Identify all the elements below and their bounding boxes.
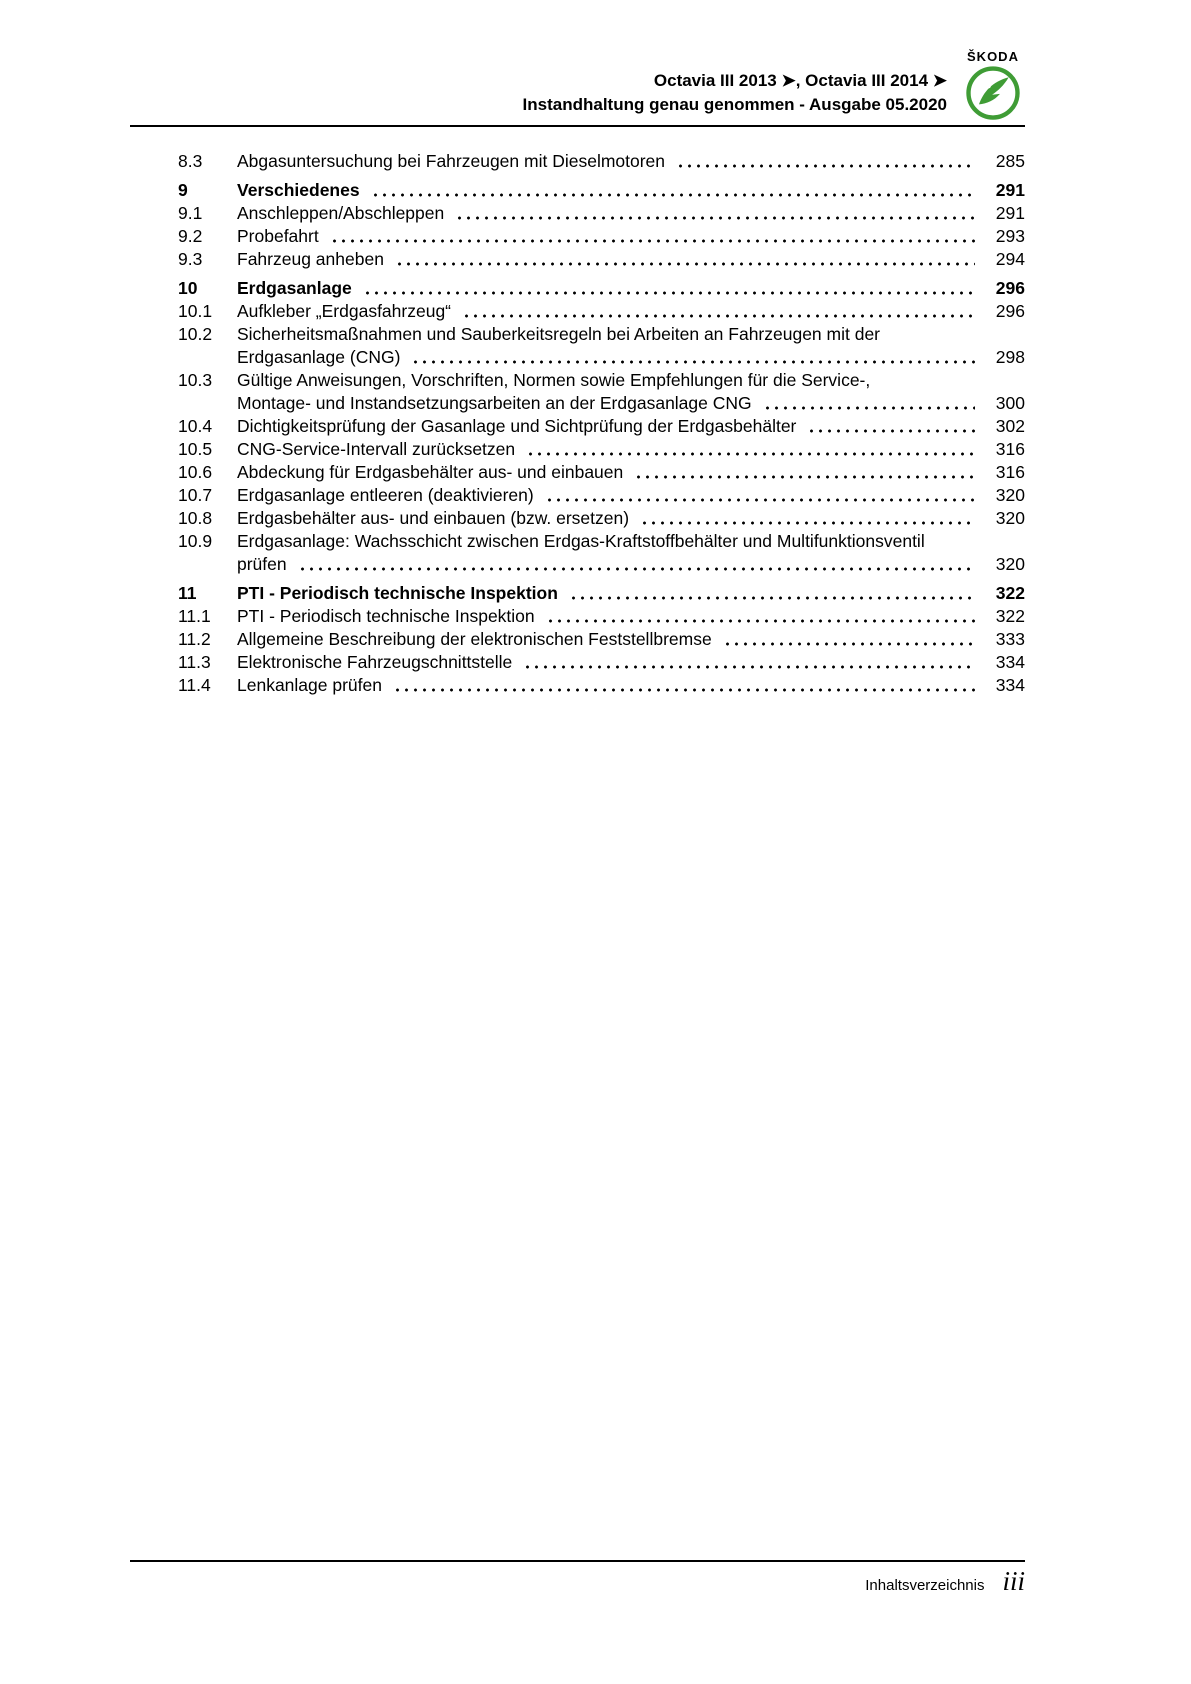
toc-entry-title: Verschiedenes: [237, 180, 360, 200]
toc-entry-content: [237, 438, 1025, 461]
toc-entry-title: prüfen: [237, 554, 287, 574]
dot-leader: [361, 277, 975, 300]
dot-leader: [524, 438, 975, 461]
toc-entry-page: 320: [995, 554, 1025, 574]
toc-entry-page: 296: [995, 301, 1025, 321]
toc-entry-title: Dichtigkeitsprüfung der Gasanlage und Sichtprüfung der Erdgasbehälter: [237, 416, 797, 436]
toc-entry-number: 10.3: [178, 370, 213, 390]
toc-entry-number: 11.1: [178, 606, 211, 626]
header-model-line: Octavia III 2013 ➤, Octavia III 2014 ➤: [653, 71, 947, 90]
toc-entry-page: 291: [995, 203, 1025, 223]
toc-entry-page: 316: [995, 462, 1025, 482]
toc-entry-number: 10.9: [178, 531, 213, 551]
toc-entry-title: CNG-Service-Intervall zurücksetzen: [237, 439, 516, 459]
toc-entry-number: 11: [178, 583, 197, 603]
toc-entry-number: 11.4: [178, 675, 211, 695]
header-text: [523, 69, 947, 123]
dot-leader: [638, 507, 975, 530]
toc-entry-title: Probefahrt: [237, 226, 319, 246]
toc-entry-title: Abdeckung für Erdgasbehälter aus- und einbauen: [237, 462, 624, 482]
toc-entry-number: 10.8: [178, 508, 213, 528]
toc-entry: [178, 202, 1025, 225]
toc-entry-page: 302: [995, 416, 1025, 436]
toc-entry-number: 9.2: [178, 226, 203, 246]
toc-entry-page: 334: [995, 675, 1025, 695]
toc-entry-number: 9.1: [178, 203, 203, 223]
toc-entry: [178, 530, 1025, 576]
toc-entry: [178, 651, 1025, 674]
toc-entry-page: 285: [995, 151, 1025, 171]
toc-entry-page: 334: [995, 652, 1025, 672]
toc-entry-content: [237, 323, 1025, 369]
toc-entry: [178, 369, 1025, 415]
toc-entry-content: [237, 415, 1025, 438]
toc-entry-title: Anschleppen/Abschleppen: [237, 203, 445, 223]
toc-entry: [178, 582, 1025, 605]
toc-entry-page: 320: [995, 485, 1025, 505]
dot-leader: [393, 248, 975, 271]
toc-entry-title: Aufkleber „Erdgasfahrzeug“: [237, 301, 451, 321]
skoda-winged-arrow-icon: [965, 65, 1021, 121]
toc-entry-page: 300: [995, 393, 1025, 413]
dot-leader: [632, 461, 975, 484]
toc-entry-content: [237, 461, 1025, 484]
dot-leader: [761, 392, 975, 415]
toc-entry-content: [237, 674, 1025, 697]
toc-entry-number: 10.4: [178, 416, 213, 436]
toc-entry: [178, 248, 1025, 271]
skoda-wordmark: ŠKODA: [967, 49, 1019, 64]
toc-entry-page: 316: [995, 439, 1025, 459]
toc-entry-title: Allgemeine Beschreibung der elektronischen Feststellbremse: [237, 629, 712, 649]
toc-entry-title: Montage- und Instandsetzungsarbeiten an der Erdgasanlage CNG: [237, 393, 752, 413]
toc-entry-number: 10.2: [178, 324, 213, 344]
toc-entry: [178, 438, 1025, 461]
toc-entry: [178, 415, 1025, 438]
dot-leader: [721, 628, 975, 651]
toc-entry: [178, 179, 1025, 202]
dot-leader: [521, 651, 975, 674]
toc-entry-content: [237, 369, 1025, 415]
toc-entry-number: 11.2: [178, 629, 211, 649]
toc-entry-content: [237, 248, 1025, 271]
toc-entry-number: 10.6: [178, 462, 213, 482]
toc-entry-title: Elektronische Fahrzeugschnittstelle: [237, 652, 513, 672]
page-footer: [130, 1560, 1025, 1595]
toc-entry-title: PTI - Periodisch technische Inspektion: [237, 583, 558, 603]
toc-entry-number: 10: [178, 278, 198, 298]
toc-entry-content: [237, 225, 1025, 248]
dot-leader: [805, 415, 975, 438]
dot-leader: [296, 553, 975, 576]
toc-entry-content: [237, 202, 1025, 225]
dot-leader: [674, 150, 975, 173]
toc-entry-title: Fahrzeug anheben: [237, 249, 384, 269]
toc-entry-title: Erdgasanlage (CNG): [237, 347, 401, 367]
footer-divider: [130, 1560, 1025, 1562]
toc-entry-number: 8.3: [178, 151, 203, 171]
toc-entry-title: PTI - Periodisch technische Inspektion: [237, 606, 535, 626]
toc-entry: [178, 323, 1025, 369]
toc-entry: [178, 674, 1025, 697]
toc-entry-page: 291: [995, 180, 1025, 200]
toc-entry-title: Erdgasanlage entleeren (deaktivieren): [237, 485, 534, 505]
dot-leader: [543, 484, 975, 507]
toc-entry-page: 333: [995, 629, 1025, 649]
toc-entry-title: Lenkanlage prüfen: [237, 675, 382, 695]
toc-entry-page: 322: [995, 606, 1025, 626]
header-divider: [130, 125, 1025, 127]
toc-entry: [178, 300, 1025, 323]
dot-leader: [369, 179, 975, 202]
toc-entry-title-line: Erdgasanlage: Wachsschicht zwischen Erdgas-Kraftstoffbehälter und Multifunktionsventil: [237, 531, 925, 551]
dot-leader: [328, 225, 975, 248]
toc-entry-content: [237, 651, 1025, 674]
skoda-logo: [961, 50, 1025, 123]
dot-leader: [453, 202, 975, 225]
toc-entry-page: 294: [995, 249, 1025, 269]
toc-entry-number: 9.3: [178, 249, 203, 269]
toc-entry: [178, 484, 1025, 507]
toc-entry-page: 296: [995, 278, 1025, 298]
toc-entry: [178, 507, 1025, 530]
toc-entry-number: 11.3: [178, 652, 211, 672]
footer-page-number: iii: [1002, 1566, 1025, 1596]
toc-entry-number: 10.7: [178, 485, 213, 505]
toc-entry-content: [237, 605, 1025, 628]
toc-entry-page: 293: [995, 226, 1025, 246]
toc-entry-page: 322: [995, 583, 1025, 603]
toc-entry: [178, 225, 1025, 248]
table-of-contents: [130, 150, 1025, 697]
toc-entry-content: [237, 530, 1025, 576]
toc-entry: [178, 628, 1025, 651]
toc-entry-content: [237, 179, 1025, 202]
toc-entry-title: Erdgasbehälter aus- und einbauen (bzw. ersetzen): [237, 508, 630, 528]
page-header: [130, 50, 1025, 127]
toc-entry-title: Abgasuntersuchung bei Fahrzeugen mit Dieselmotoren: [237, 151, 666, 171]
toc-entry-number: 10.5: [178, 439, 213, 459]
toc-entry-page: 320: [995, 508, 1025, 528]
toc-entry-content: [237, 628, 1025, 651]
toc-entry-content: [237, 150, 1025, 173]
toc-entry-content: [237, 300, 1025, 323]
dot-leader: [460, 300, 975, 323]
dot-leader: [391, 674, 975, 697]
dot-leader: [544, 605, 975, 628]
toc-entry-number: 9: [178, 180, 188, 200]
header-title-line: Instandhaltung genau genommen - Ausgabe 05.2020: [522, 95, 947, 114]
toc-entry-content: [237, 582, 1025, 605]
toc-entry-title-line: Sicherheitsmaßnahmen und Sauberkeitsregeln bei Arbeiten an Fahrzeugen mit der: [237, 324, 881, 344]
toc-entry-title: Erdgasanlage: [237, 278, 352, 298]
toc-entry-title-line: Gültige Anweisungen, Vorschriften, Normen sowie Empfehlungen für die Service-,: [237, 370, 871, 390]
toc-entry-content: [237, 484, 1025, 507]
dot-leader: [567, 582, 975, 605]
toc-entry-number: 10.1: [178, 301, 213, 321]
dot-leader: [409, 346, 975, 369]
toc-entry-content: [237, 507, 1025, 530]
toc-entry: [178, 605, 1025, 628]
toc-entry: [178, 461, 1025, 484]
toc-entry: [178, 150, 1025, 173]
toc-entry-content: [237, 277, 1025, 300]
footer-label: Inhaltsverzeichnis: [865, 1577, 985, 1594]
toc-entry-page: 298: [995, 347, 1025, 367]
toc-entry: [178, 277, 1025, 300]
